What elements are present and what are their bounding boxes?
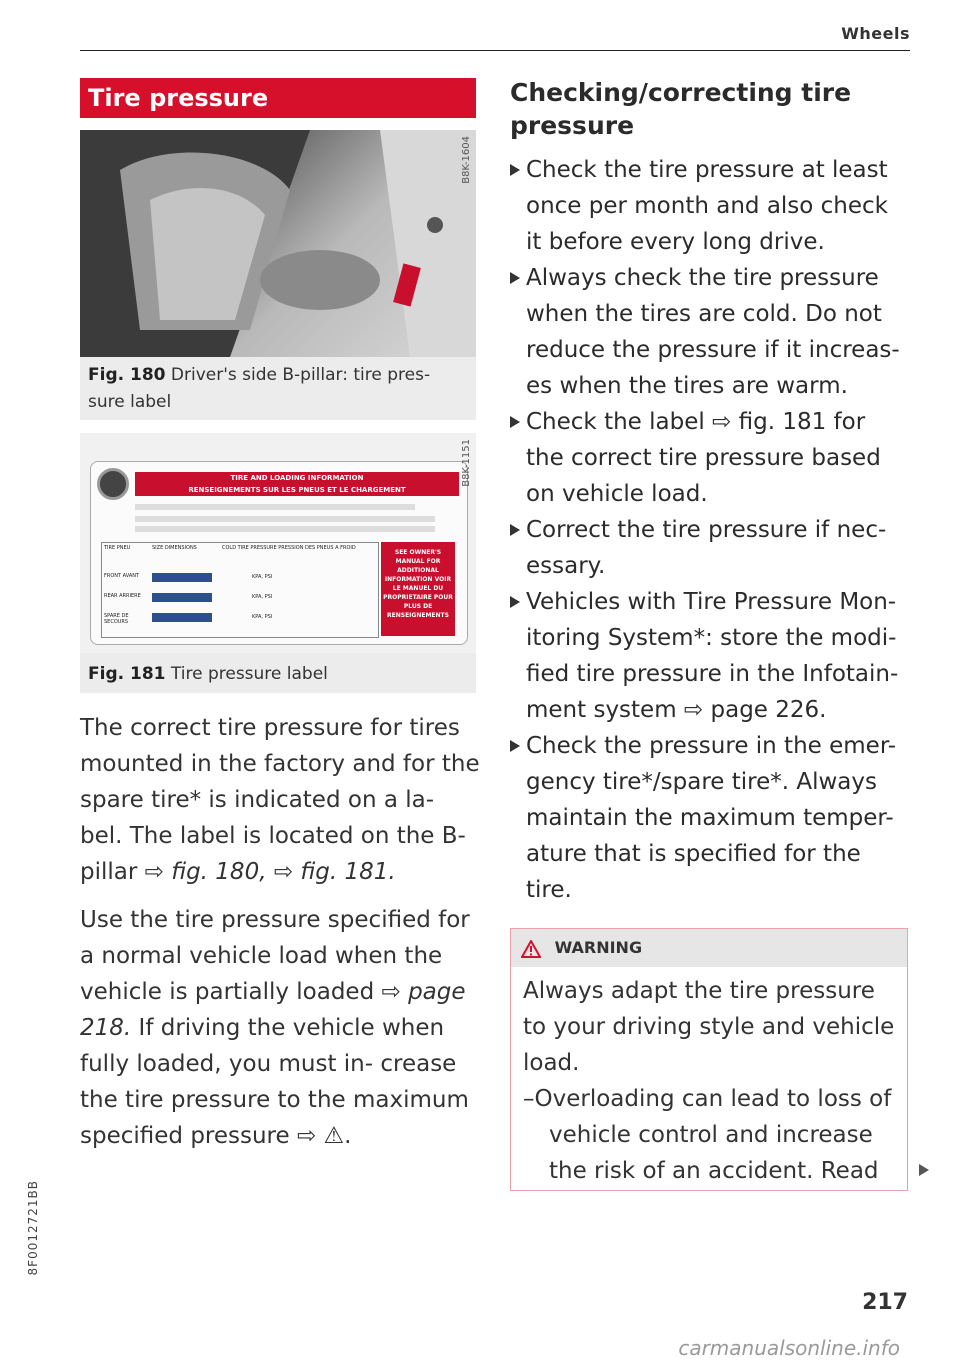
list-item-text: Always check the tire pressure when the tires are cold. Do not reduce the pressure if it increas- es when the tires are warm. xyxy=(526,265,900,399)
document-code: 8F0012721BB xyxy=(26,1180,40,1276)
bullet-arrow-icon xyxy=(510,596,520,608)
pressure-unit: KPA, PSI xyxy=(252,614,273,620)
page-number: 217 xyxy=(862,1290,908,1315)
size-bar xyxy=(152,593,212,602)
figure-caption-text: Tire pressure label xyxy=(170,664,328,684)
capacity-line xyxy=(135,504,415,510)
col-pressure: COLD TIRE PRESSURE PRESSION DES PNEUS A FROID xyxy=(222,545,356,551)
figure-code: B8K-1604 xyxy=(461,136,472,184)
row-front: FRONT AVANT xyxy=(104,573,140,579)
fig-180-link[interactable]: ⇨ fig. 180, xyxy=(144,859,267,885)
subsection-heading: Checking/correcting tire pressure xyxy=(510,78,852,140)
weight-note-line xyxy=(135,526,435,532)
paragraph-text: If driving the vehicle when fully loaded, you must in- crease the tire pressure to the maximum specified pressure ⇨ ⚠. xyxy=(80,1015,469,1149)
list-item xyxy=(510,512,910,584)
figure-caption xyxy=(88,661,468,688)
b-pillar-photo xyxy=(80,130,476,357)
figure-code: B8K-1151 xyxy=(461,439,472,487)
bullet-arrow-icon xyxy=(510,524,520,536)
list-item xyxy=(510,584,910,728)
tire-label-image xyxy=(80,433,476,653)
warning-triangle-icon xyxy=(521,940,541,958)
header-rule xyxy=(80,50,910,51)
list-item xyxy=(510,728,910,908)
bullet-arrow-icon xyxy=(510,740,520,752)
list-item xyxy=(510,404,910,512)
banner-line-2: RENSEIGNEMENTS SUR LES PNEUS ET LE CHARGEMENT xyxy=(188,486,406,494)
size-bar xyxy=(152,613,212,622)
list-item xyxy=(510,152,910,260)
banner-line-1: TIRE AND LOADING INFORMATION xyxy=(230,474,364,482)
figure-number: Fig. 180 xyxy=(88,365,166,385)
list-item-text: Check the tire pressure at least once per month and also check it before every long drive. xyxy=(526,157,889,255)
size-bar xyxy=(152,573,212,582)
bullet-arrow-icon xyxy=(510,164,520,176)
list-item-text: Check the pressure in the emer- gency tire*/spare tire*. Always maintain the maximum temper- ature that is specified for the tire. xyxy=(526,733,897,903)
warning-header xyxy=(511,929,907,967)
watermark: carmanualsonline.info xyxy=(678,1336,900,1360)
col-tire: TIRE PNEU xyxy=(104,545,131,551)
paragraph xyxy=(80,710,480,890)
bullet-arrow-icon xyxy=(510,272,520,284)
warning-title: WARNING xyxy=(554,938,643,957)
figure-181 xyxy=(80,433,476,693)
running-header: Wheels xyxy=(841,24,910,43)
fig-181-link[interactable]: ⇨ fig. 181. xyxy=(273,859,396,885)
col-size: SIZE DIMENSIONS xyxy=(152,545,197,551)
row-rear: REAR ARRIERE xyxy=(104,593,141,599)
tire-pressure-label xyxy=(90,461,468,645)
paragraph-text: Use the tire pressure specified for a normal vehicle load when the vehicle is partially loaded xyxy=(80,907,470,1005)
seat-illustration xyxy=(80,130,476,357)
section-title: Tire pressure xyxy=(80,78,476,118)
label-banner xyxy=(135,472,459,496)
left-body-text xyxy=(80,710,480,1166)
continue-arrow-icon xyxy=(919,1164,929,1176)
figure-number: Fig. 181 xyxy=(88,664,166,684)
weight-note-line xyxy=(135,516,435,522)
warning-body xyxy=(511,967,907,1195)
figure-caption-text: Driver's side B-pillar: tire pres- sure label xyxy=(88,365,431,412)
right-column xyxy=(510,76,910,908)
figure-caption xyxy=(88,362,468,416)
list-item xyxy=(510,260,910,404)
pressure-unit: KPA, PSI xyxy=(252,574,273,580)
paragraph-text: The correct tire pressure for tires mounted in the factory and for the spare tire* is indicated on a la- bel. The label is located on the B- pillar xyxy=(80,715,480,885)
list-item-text: Check the label ⇨ fig. 181 for the correct tire pressure based on vehicle load. xyxy=(526,409,881,507)
warning-text: –Overloading can lead to loss of vehicle control and increase the risk of an accident. Read xyxy=(523,1086,892,1184)
instruction-list xyxy=(510,152,910,908)
page-218-link[interactable]: ⇨ page 218. xyxy=(80,979,466,1041)
pressure-table xyxy=(101,542,379,638)
figure-180 xyxy=(80,130,476,420)
see-manual-box: SEE OWNER'S MANUAL FOR ADDITIONAL INFORMATION VOIR LE MANUEL DU PROPRIETAIRE POUR PLUS DE RENSEIGNEMENTS xyxy=(381,542,455,636)
warning-box xyxy=(510,928,908,1191)
row-spare: SPARE DE SECOURS xyxy=(104,613,129,625)
pressure-unit: KPA, PSI xyxy=(252,594,273,600)
paragraph xyxy=(80,902,480,1154)
list-item-text: Vehicles with Tire Pressure Mon- itoring System*: store the modi- fied tire pressure in the Infotain- ment system ⇨ page 226. xyxy=(526,589,899,723)
list-item-text: Correct the tire pressure if nec- essary. xyxy=(526,517,887,579)
bullet-arrow-icon xyxy=(510,416,520,428)
warning-text: Always adapt the tire pressure to your driving style and vehicle load. xyxy=(523,978,895,1076)
tire-icon xyxy=(97,468,129,500)
